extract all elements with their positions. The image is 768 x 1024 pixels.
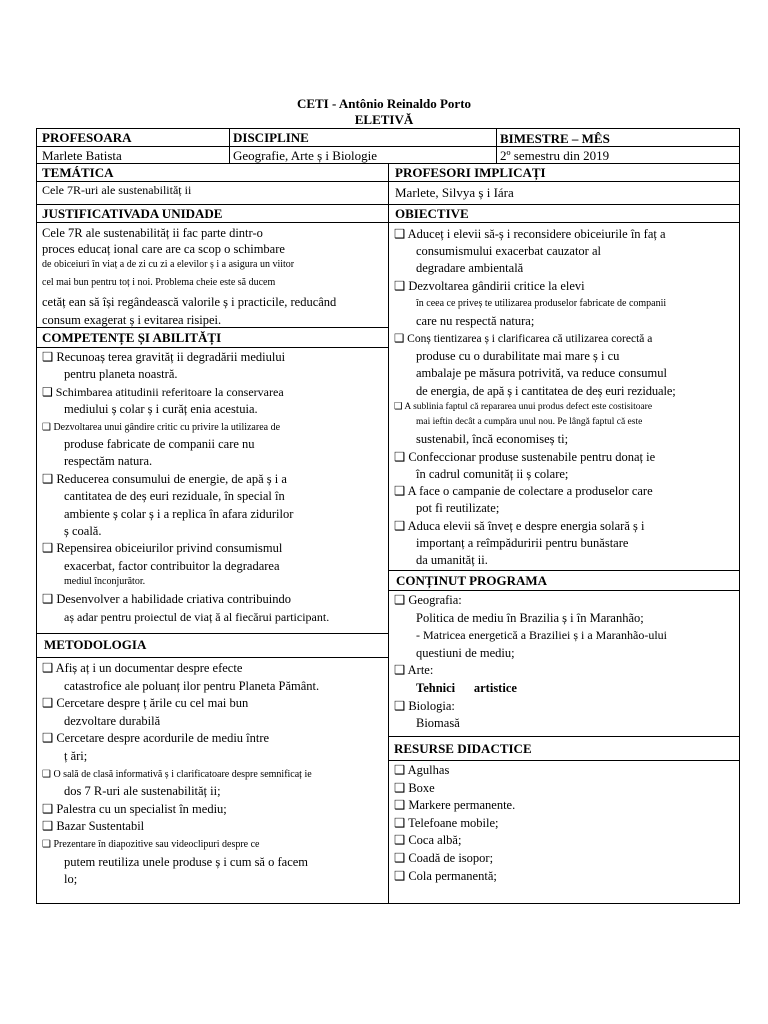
list-item: ❑ Markere permanente. bbox=[394, 798, 516, 813]
document-title: CETI - Antônio Reinaldo Porto bbox=[296, 96, 472, 111]
discipline-label: DISCIPLINE bbox=[233, 130, 309, 145]
list-item-cont: Biomasă bbox=[416, 716, 460, 731]
text-line: cetăț ean să își regândească valorile ș i practicile, reducând bbox=[42, 295, 337, 309]
text-line: cel mai bun pentru toț i noi. Problema cheie este să ducem bbox=[42, 277, 276, 288]
list-item-cont: aș adar pentru proiectul de viaț ă al fiecărui participant. bbox=[64, 610, 330, 625]
objectives-label: OBIECTIVE bbox=[395, 206, 469, 221]
list-item: ❑ Agulhas bbox=[394, 763, 450, 777]
list-item-cont: putem reutiliza unele produse ș i cum să o facem bbox=[64, 854, 309, 869]
list-item-cont: respectăm natura. bbox=[64, 454, 153, 469]
list-item: ❑ Geografia: bbox=[394, 593, 462, 607]
professor-value: Marlete Batista bbox=[42, 148, 122, 163]
list-item-cont: dos 7 R-uri ale sustenabilităț ii; bbox=[64, 784, 221, 799]
list-item: ❑ Boxe bbox=[394, 780, 435, 795]
objectives-list bbox=[394, 226, 676, 569]
divider bbox=[36, 146, 740, 147]
list-item: ❑ Arte: bbox=[394, 663, 434, 678]
list-item-cont: mediului ș colar ș i curăț enia acestuia. bbox=[64, 402, 258, 417]
list-item: ❑ Coadă de isopor; bbox=[394, 850, 494, 865]
divider bbox=[388, 760, 740, 761]
content-label: CONȚINUT PROGRAMA bbox=[396, 573, 548, 588]
list-item-cont: cantitatea de deș euri reziduale, în special în bbox=[64, 489, 285, 504]
list-item-cont: în cadrul comunităț ii ș colare; bbox=[416, 467, 569, 482]
list-item-cont: ț ări; bbox=[64, 748, 88, 763]
list-item: ❑ Repensirea obiceiurilor privind consumismul bbox=[42, 541, 283, 556]
professors-value: Marlete, Silvya ș i Iára bbox=[395, 185, 514, 200]
list-item-cont: degradare ambientală bbox=[416, 261, 524, 276]
list-item: ❑ Prezentare în diapozitive sau videoclipuri despre ce bbox=[42, 838, 260, 850]
list-item: ❑ Biologia: bbox=[394, 698, 455, 713]
list-item-cont: care nu respectă natura; bbox=[416, 314, 535, 329]
list-item: ❑ Reducerea consumului de energie, de apă ș i a bbox=[42, 471, 287, 486]
list-item: ❑ Schimbarea atitudinii referitoare la conservarea bbox=[42, 384, 284, 399]
list-item: ❑ Bazar Sustentabil bbox=[42, 819, 145, 834]
list-item: ❑ O sală de clasă informativă ș i clarificatoare despre semnificaț ie bbox=[42, 768, 312, 780]
divider bbox=[388, 163, 389, 904]
bimester-value: 2º semestru din 2019 bbox=[500, 148, 610, 163]
methodology-label: METODOLOGIA bbox=[44, 637, 147, 652]
list-item: ❑ Cercetare despre ț ările cu cel mai bun bbox=[42, 696, 249, 711]
list-item-cont: pot fi reutilizate; bbox=[416, 501, 500, 516]
list-item-cont: questiuni de mediu; bbox=[416, 645, 515, 660]
list-item-cont: în ceea ce priveș te utilizarea produselor fabricate de companii bbox=[416, 297, 667, 309]
list-item: ❑ Recunoaș terea gravităț ii degradării mediului bbox=[42, 350, 286, 364]
competences-label: COMPETENȚE ȘI ABILITĂȚI bbox=[42, 330, 222, 345]
text-line: consum exagerat ș i evitarea risipei. bbox=[42, 313, 222, 327]
list-item-cont: mai ieftin decât a cumpăra unul nou. Pe lângă faptul că este bbox=[416, 416, 643, 427]
list-item-cont: consumismului exacerbat cauzator al bbox=[416, 244, 601, 259]
list-item: ❑ A face o campanie de colectare a produselor care bbox=[394, 484, 653, 499]
list-item-cont: pentru planeta noastră. bbox=[64, 367, 178, 382]
professors-label: PROFESORI IMPLICAȚI bbox=[395, 165, 546, 180]
list-item-cont: ambalaje pe măsura potrivită, va reduce consumul bbox=[416, 366, 667, 381]
text-line: proces educaț ional care are ca scop o schimbare bbox=[42, 242, 285, 256]
bimester-label: BIMESTRE – MÊS bbox=[500, 131, 610, 146]
thematic-label: TEMÁTICA bbox=[42, 165, 114, 180]
justification-label: JUSTIFICATIVADA UNIDADE bbox=[42, 206, 223, 221]
list-item: ❑ Aduceț i elevii să-ș i reconsidere obiceiurile în faț a bbox=[394, 227, 666, 241]
document-subtitle: ELETIVĂ bbox=[354, 112, 414, 127]
list-item: ❑ Dezvoltarea gândirii critice la elevi bbox=[394, 278, 585, 293]
resources-list bbox=[394, 762, 515, 885]
list-item: ❑ Cola permanentă; bbox=[394, 868, 497, 883]
divider bbox=[36, 657, 388, 658]
list-item-cont: importanț a reîmpăduririi pentru bunăstare bbox=[416, 535, 629, 550]
list-item: ❑ Aduca elevii să înveț e despre energia solară ș i bbox=[394, 518, 645, 533]
list-item: ❑ A sublinia faptul că repararea unui produs defect este costisitoare bbox=[394, 401, 653, 412]
list-item-cont: Politica de mediu în Brazilia ș i în Maranhão; bbox=[416, 610, 644, 625]
list-item-cont: ambiente ș colar ș i a replica în afara zidurilor bbox=[64, 506, 294, 521]
list-item-cont: produse fabricate de companii care nu bbox=[64, 437, 255, 452]
text-line: Cele 7R ale sustenabilităț ii fac parte dintr-o bbox=[42, 226, 263, 240]
divider bbox=[229, 128, 230, 163]
list-item: ❑ Afiș aț i un documentar despre efecte bbox=[42, 661, 243, 675]
list-item-cont: da umanităț ii. bbox=[416, 553, 488, 568]
methodology-list bbox=[42, 660, 319, 889]
divider bbox=[388, 590, 740, 591]
list-item: ❑ Desenvolver a habilidade criativa contribuindo bbox=[42, 592, 291, 607]
resources-label: RESURSE DIDACTICE bbox=[394, 741, 532, 756]
list-item-cont: Tehnici artistice bbox=[416, 680, 517, 695]
divider bbox=[388, 570, 740, 571]
justification-text bbox=[42, 225, 336, 329]
list-item: ❑ Telefoane mobile; bbox=[394, 815, 499, 830]
list-item: ❑ Conș tientizarea ș i clarificarea că utilizarea corectă a bbox=[394, 333, 653, 346]
divider bbox=[388, 736, 740, 737]
thematic-value: Cele 7R-uri ale sustenabilităț ii bbox=[42, 183, 192, 197]
text-line: de obiceiuri în viaț a de zi cu zi a elevilor ș i a asigura un viitor bbox=[42, 259, 295, 270]
professor-label: PROFESOARA bbox=[42, 130, 132, 145]
divider bbox=[36, 347, 388, 348]
list-item: ❑ Palestra cu un specialist în mediu; bbox=[42, 801, 227, 816]
discipline-value: Geografie, Arte ș i Biologie bbox=[233, 148, 378, 163]
divider bbox=[36, 633, 388, 634]
list-item-cont: lo; bbox=[64, 872, 78, 887]
list-item-cont: - Matricea energetică a Braziliei ș i a Maranhão-ului bbox=[416, 628, 667, 643]
list-item-cont: dezvoltare durabilă bbox=[64, 713, 161, 728]
list-item-cont: exacerbat, factor contribuitor la degradarea bbox=[64, 558, 280, 573]
list-item-cont: sustenabil, încă economiseș ti; bbox=[416, 431, 569, 446]
list-item: ❑ Coca albă; bbox=[394, 833, 462, 848]
list-item-cont: mediul înconjurător. bbox=[64, 576, 146, 588]
list-item-cont: de energia, de apă ș i cantitatea de deș euri reziduale; bbox=[416, 383, 676, 398]
list-item-cont: produse cu o durabilitate mai mare ș i cu bbox=[416, 349, 620, 364]
list-item-cont: catastrofice ale poluanț ilor pentru Planeta Pământ. bbox=[64, 678, 320, 693]
divider bbox=[496, 128, 497, 163]
list-item-cont: ș coală. bbox=[64, 524, 102, 539]
content-list bbox=[394, 592, 667, 733]
list-item: ❑ Cercetare despre acordurile de mediu între bbox=[42, 731, 270, 746]
list-item: ❑ Dezvoltarea unui gândire critic cu privire la utilizarea de bbox=[42, 421, 281, 433]
list-item: ❑ Confeccionar produse sustenabile pentru donaț ie bbox=[394, 449, 656, 464]
competences-list bbox=[42, 349, 329, 627]
